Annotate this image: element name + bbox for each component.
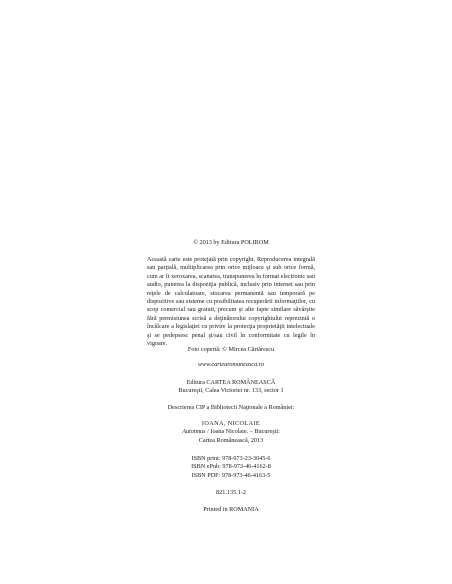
publisher-name: Editura CARTEA ROMÂNEASCĂ — [186, 379, 276, 386]
cip-publisher-year: Cartea Românească, 2013 — [198, 436, 264, 444]
publisher-info — [147, 379, 315, 396]
publisher-address: Bucureşti, Calea Victoriei nr. 133, sector 1 — [178, 387, 284, 395]
publisher-website: www.cartearomaneasca.ro — [197, 361, 265, 368]
copyright-line: © 2013 by Editura POLIROM — [193, 239, 269, 246]
cip-title-line — [147, 428, 315, 436]
isbn-pdf: ISBN PDF: 978-973-46-4163-5 — [191, 471, 271, 479]
isbn-print: ISBN print: 978-973-23-3045-6 — [191, 455, 271, 462]
cip-title: Autotmus — [182, 428, 206, 436]
cip-author: IOANA, NICOLAIE — [201, 420, 261, 427]
printed-in: Printed in ROMANIA — [203, 506, 259, 513]
cip-record — [147, 420, 315, 445]
cip-heading: Descrierea CIP a Bibliotecii Naţionale a României: — [167, 404, 295, 411]
isbn-list — [147, 455, 315, 480]
classification-code: 821.135.1-2 — [216, 489, 246, 496]
rights-notice: Această carte este protejată prin copyright. Reproducerea integrală sau parţială, multiplicarea prin orice mijloace şi sub orice formă, cum ar fi xeroxarea, scanarea, transpunerea în format electronic sau audio, punerea la dispoziţia publică, inclusiv prin internet sau prin reţele de calculatoare, stocarea permanentă sau temporară pe dispozitive sau sisteme cu posibilitatea recuperării informaţiilor, cu scop comercial sau gratuit, precum şi alte fapte similare săvârşite fără permisiunea scrisă a deţinătorului copyrightului reprezintă o încălcare a legislaţiei cu privire la protecţia proprietăţii intelectuale şi se pedepsesc penal şi/sau civil în conformitate cu legile în vigoare. — [147, 256, 315, 348]
cover-photo-credit: Foto copertă: © Mircea Cărtărescu — [187, 346, 275, 353]
isbn-epub: ISBN ePub: 978-973-46-4162-8 — [191, 463, 271, 471]
cip-title-rest: / Ioana Nicolaie. – Bucureşti: — [205, 428, 280, 436]
